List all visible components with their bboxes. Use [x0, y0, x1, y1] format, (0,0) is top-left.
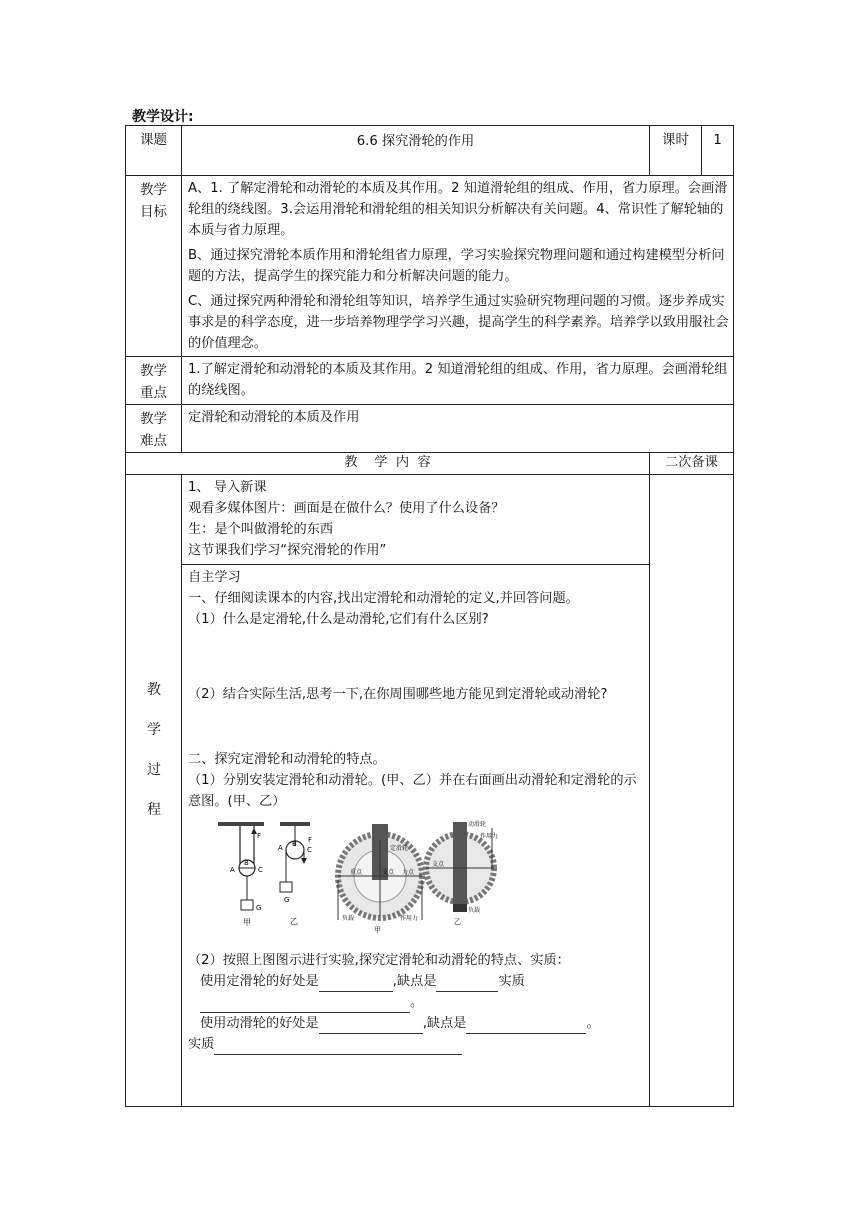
pulley-figure [210, 820, 510, 938]
svg-text:F: F [308, 836, 313, 844]
movable-pulley-blank-line: 使用动滑轮的好处是 ,缺点是 。 [188, 1013, 645, 1034]
fixed-advantage-blank[interactable] [319, 976, 393, 992]
goals-label: 教学 目标 [126, 176, 182, 357]
svg-text:支点: 支点 [432, 861, 445, 868]
goal-c: C、通过探究两种滑轮和滑轮组等知识，培养学生通过实验研究物理问题的习惯。逐步养成实事求是的科学态度，进一步培养物理学学习兴趣，提高学生的科学素养。培养学以致用服社会的价值理念。 [188, 294, 729, 351]
svg-text:G: G [284, 896, 290, 904]
movable-pulley-illustration [426, 820, 498, 926]
process-char-3: 过 [147, 762, 161, 778]
process-char-4: 程 [147, 802, 161, 818]
hours-label: 课时 [650, 126, 702, 176]
fixed-essence-blank[interactable] [200, 997, 410, 1013]
row-header [126, 453, 734, 475]
svg-text:B: B [244, 859, 249, 867]
svg-text:乙: 乙 [454, 918, 461, 926]
question-2: （2）结合实际生活,思考一下,在你周围哪些地方能见到定滑轮或动滑轮? [188, 687, 608, 702]
row-difficulty [126, 405, 734, 453]
svg-text:乙: 乙 [290, 917, 298, 926]
section-2-heading: 二、探究定滑轮和动滑轮的特点。 [188, 752, 386, 767]
key-text: 1.了解定滑轮和动滑轮的本质及其作用。2 知道滑轮组的组成、作用，省力原理。会画滑轮组的绕线图。 [182, 357, 734, 405]
svg-text:甲: 甲 [243, 918, 251, 927]
svg-text:定滑轮: 定滑轮 [390, 845, 409, 852]
key-label: 教学 重点 [126, 357, 182, 405]
lesson-plan-table [125, 125, 734, 1107]
svg-text:重点: 重点 [350, 869, 363, 876]
svg-text:力点: 力点 [402, 869, 415, 876]
fixed-essence-line: 。 [188, 992, 645, 1013]
pulley-diagram-left [218, 822, 264, 927]
section-2-question-2: （2）按照上图图示进行实验,探究定滑轮和动滑轮的特点、实质： [188, 953, 570, 968]
svg-text:A: A [230, 866, 235, 874]
goals-text [182, 176, 734, 357]
movable-essence-line: 实质 [188, 1034, 645, 1055]
content-header: 教 学 内 容 [126, 453, 650, 475]
fixed-pulley-illustration [338, 824, 422, 934]
svg-text:负载: 负载 [468, 907, 481, 914]
question-1: （1）什么是定滑轮,什么是动滑轮,它们有什么区别? [188, 612, 489, 627]
notes-header: 二次备课 [650, 453, 734, 475]
fixed-disadvantage-blank[interactable] [436, 976, 498, 992]
row-goals [126, 176, 734, 357]
intro-line: 观看多媒体图片：画面是在做什么？使用了什么设备？ [188, 501, 505, 516]
svg-text:作用力: 作用力 [400, 915, 419, 922]
row-key [126, 357, 734, 405]
self-study-title: 自主学习 [188, 570, 241, 585]
intro-line: 这节课我们学习“探究滑轮的作用” [188, 543, 387, 558]
fixed-pulley-blank-line: 使用定滑轮的好处是 ,缺点是 实质 [188, 971, 645, 992]
pulley-diagram-right [278, 822, 312, 926]
study-block [182, 565, 649, 1057]
svg-text:F: F [257, 832, 262, 840]
topic-title: 6.6 探究滑轮的作用 [182, 126, 650, 176]
movable-advantage-blank[interactable] [319, 1018, 423, 1034]
goal-a: A、1. 了解定滑轮和动滑轮的本质及其作用。2 知道滑轮组的组成、作用，省力原理。会画滑轮组的绕线图。3.会运用滑轮和滑轮组的相关知识分析解决有关问题。4、常识性了解轮轴的本质与省力原理。 [188, 181, 728, 238]
section-2-question-1: （1）分别安装定滑轮和动滑轮。(甲、乙）并在右面画出动滑轮和定滑轮的示意图。(甲、乙） [188, 773, 637, 809]
hours-value: 1 [702, 126, 734, 176]
difficulty-text: 定滑轮和动滑轮的本质及作用 [182, 405, 734, 453]
movable-disadvantage-blank[interactable] [466, 1018, 586, 1034]
intro-block [182, 475, 649, 565]
question-heading: 一、仔细阅读课本的内容,找出定滑轮和动滑轮的定义,并回答问题。 [188, 591, 579, 606]
svg-text:作用力: 作用力 [480, 833, 499, 840]
svg-text:负载: 负载 [342, 915, 355, 922]
svg-text:G: G [256, 904, 262, 912]
movable-essence-blank[interactable] [214, 1039, 462, 1055]
goal-b: B、通过探究滑轮本质作用和滑轮组省力原理，学习实验探究物理问题和通过构建模型分析问题的方法，提高学生的探究能力和分析解决问题的能力。 [188, 248, 725, 284]
row-topic [126, 126, 734, 176]
svg-text:B: B [292, 840, 297, 848]
process-content [182, 475, 650, 1107]
process-label [126, 475, 182, 1107]
process-char-1: 教 [147, 682, 161, 698]
svg-text:A: A [278, 844, 283, 852]
svg-text:甲: 甲 [374, 926, 381, 934]
intro-line: 1、 导入新课 [188, 480, 267, 495]
svg-text:动滑轮: 动滑轮 [468, 821, 487, 828]
svg-text:支点: 支点 [382, 869, 395, 876]
difficulty-label: 教学 难点 [126, 405, 182, 453]
svg-text:C: C [307, 846, 312, 854]
process-char-2: 学 [147, 722, 161, 738]
svg-text:C: C [258, 866, 263, 874]
topic-label: 课题 [126, 126, 182, 176]
row-process [126, 475, 734, 1107]
document-heading: 教学设计: [132, 109, 194, 125]
notes-column [650, 475, 734, 1107]
intro-line: 生：是个叫做滑轮的东西 [188, 522, 334, 537]
